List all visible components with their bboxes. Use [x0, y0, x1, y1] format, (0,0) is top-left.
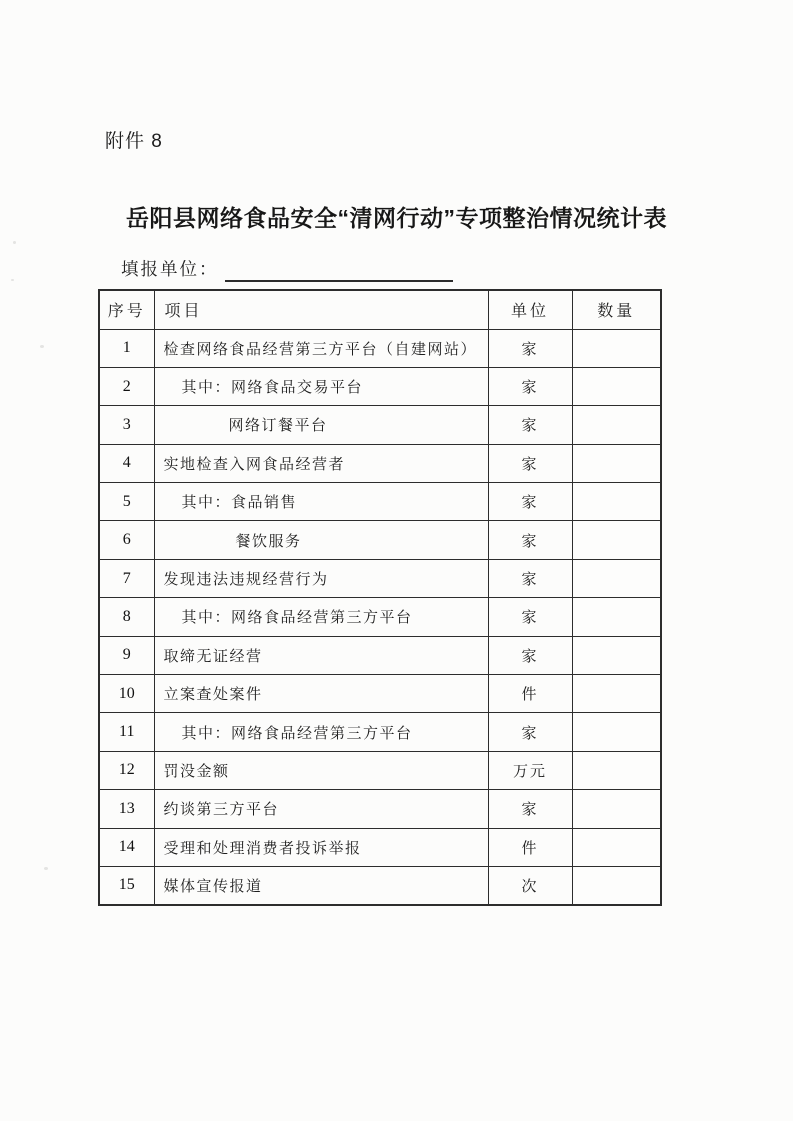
- table-row: [99, 866, 661, 904]
- item-label: 受理和处理消费者投诉举报: [154, 828, 488, 866]
- item-label: 媒体宣传报道: [154, 866, 488, 904]
- unit-label: 件: [488, 675, 572, 713]
- row-number: 7: [99, 559, 154, 597]
- scan-artifact: [11, 279, 14, 281]
- quantity-cell: [572, 675, 661, 713]
- item-label: 餐饮服务: [154, 521, 488, 559]
- reporting-unit-blank-line: [225, 258, 453, 282]
- item-label: 其中：食品销售: [154, 483, 488, 521]
- unit-label: 家: [488, 521, 572, 559]
- scan-artifact: [40, 345, 44, 348]
- row-number: 11: [99, 713, 154, 751]
- table-row: [99, 483, 661, 521]
- unit-label: 家: [488, 636, 572, 674]
- unit-label: 家: [488, 598, 572, 636]
- col-header-item: 项目: [154, 290, 488, 329]
- quantity-cell: [572, 559, 661, 597]
- col-header-unit: 单位: [488, 290, 572, 329]
- table-row: [99, 367, 661, 405]
- item-label: 发现违法违规经营行为: [154, 559, 488, 597]
- table-row: [99, 828, 661, 866]
- quantity-cell: [572, 406, 661, 444]
- table-row: [99, 751, 661, 789]
- row-number: 12: [99, 751, 154, 789]
- unit-label: 次: [488, 866, 572, 904]
- item-label: 罚没金额: [154, 751, 488, 789]
- table-row: [99, 521, 661, 559]
- row-number: 10: [99, 675, 154, 713]
- col-header-quantity: 数量: [572, 290, 661, 329]
- item-label: 其中：网络食品经营第三方平台: [154, 713, 488, 751]
- table-row: [99, 444, 661, 482]
- table-row: [99, 636, 661, 674]
- item-label: 其中：网络食品经营第三方平台: [154, 598, 488, 636]
- row-number: 15: [99, 866, 154, 904]
- row-number: 13: [99, 790, 154, 828]
- table-row: [99, 329, 661, 367]
- attachment-label: 附件 8: [105, 131, 163, 152]
- quantity-cell: [572, 790, 661, 828]
- table-header-row: [99, 290, 661, 329]
- table-row: [99, 559, 661, 597]
- unit-label: 家: [488, 713, 572, 751]
- item-label: 检查网络食品经营第三方平台（自建网站）: [154, 329, 488, 367]
- quantity-cell: [572, 483, 661, 521]
- row-number: 2: [99, 367, 154, 405]
- unit-label: 家: [488, 329, 572, 367]
- item-label: 取缔无证经营: [154, 636, 488, 674]
- reporting-unit-label: 填报单位：: [121, 259, 219, 279]
- table-row: [99, 406, 661, 444]
- item-label: 其中：网络食品交易平台: [154, 367, 488, 405]
- unit-label: 家: [488, 483, 572, 521]
- quantity-cell: [572, 598, 661, 636]
- item-label: 立案查处案件: [154, 675, 488, 713]
- row-number: 5: [99, 483, 154, 521]
- reporting-unit-row: [121, 256, 453, 282]
- scan-artifact: [13, 241, 16, 244]
- scan-artifact: [44, 867, 48, 870]
- unit-label: 家: [488, 406, 572, 444]
- unit-label: 家: [488, 559, 572, 597]
- row-number: 3: [99, 406, 154, 444]
- quantity-cell: [572, 636, 661, 674]
- table-row: [99, 675, 661, 713]
- table-row: [99, 713, 661, 751]
- quantity-cell: [572, 521, 661, 559]
- unit-label: 件: [488, 828, 572, 866]
- table-row: [99, 790, 661, 828]
- item-label: 网络订餐平台: [154, 406, 488, 444]
- document-title: 岳阳县网络食品安全“清网行动”专项整治情况统计表: [126, 205, 667, 231]
- row-number: 9: [99, 636, 154, 674]
- statistics-table: [98, 289, 662, 906]
- item-label: 实地检查入网食品经营者: [154, 444, 488, 482]
- row-number: 4: [99, 444, 154, 482]
- row-number: 8: [99, 598, 154, 636]
- row-number: 6: [99, 521, 154, 559]
- unit-label: 家: [488, 790, 572, 828]
- quantity-cell: [572, 329, 661, 367]
- quantity-cell: [572, 367, 661, 405]
- col-header-serial: 序号: [99, 290, 154, 329]
- row-number: 14: [99, 828, 154, 866]
- quantity-cell: [572, 444, 661, 482]
- unit-label: 家: [488, 367, 572, 405]
- quantity-cell: [572, 713, 661, 751]
- unit-label: 家: [488, 444, 572, 482]
- quantity-cell: [572, 828, 661, 866]
- table-row: [99, 598, 661, 636]
- item-label: 约谈第三方平台: [154, 790, 488, 828]
- quantity-cell: [572, 866, 661, 904]
- unit-label: 万元: [488, 751, 572, 789]
- row-number: 1: [99, 329, 154, 367]
- quantity-cell: [572, 751, 661, 789]
